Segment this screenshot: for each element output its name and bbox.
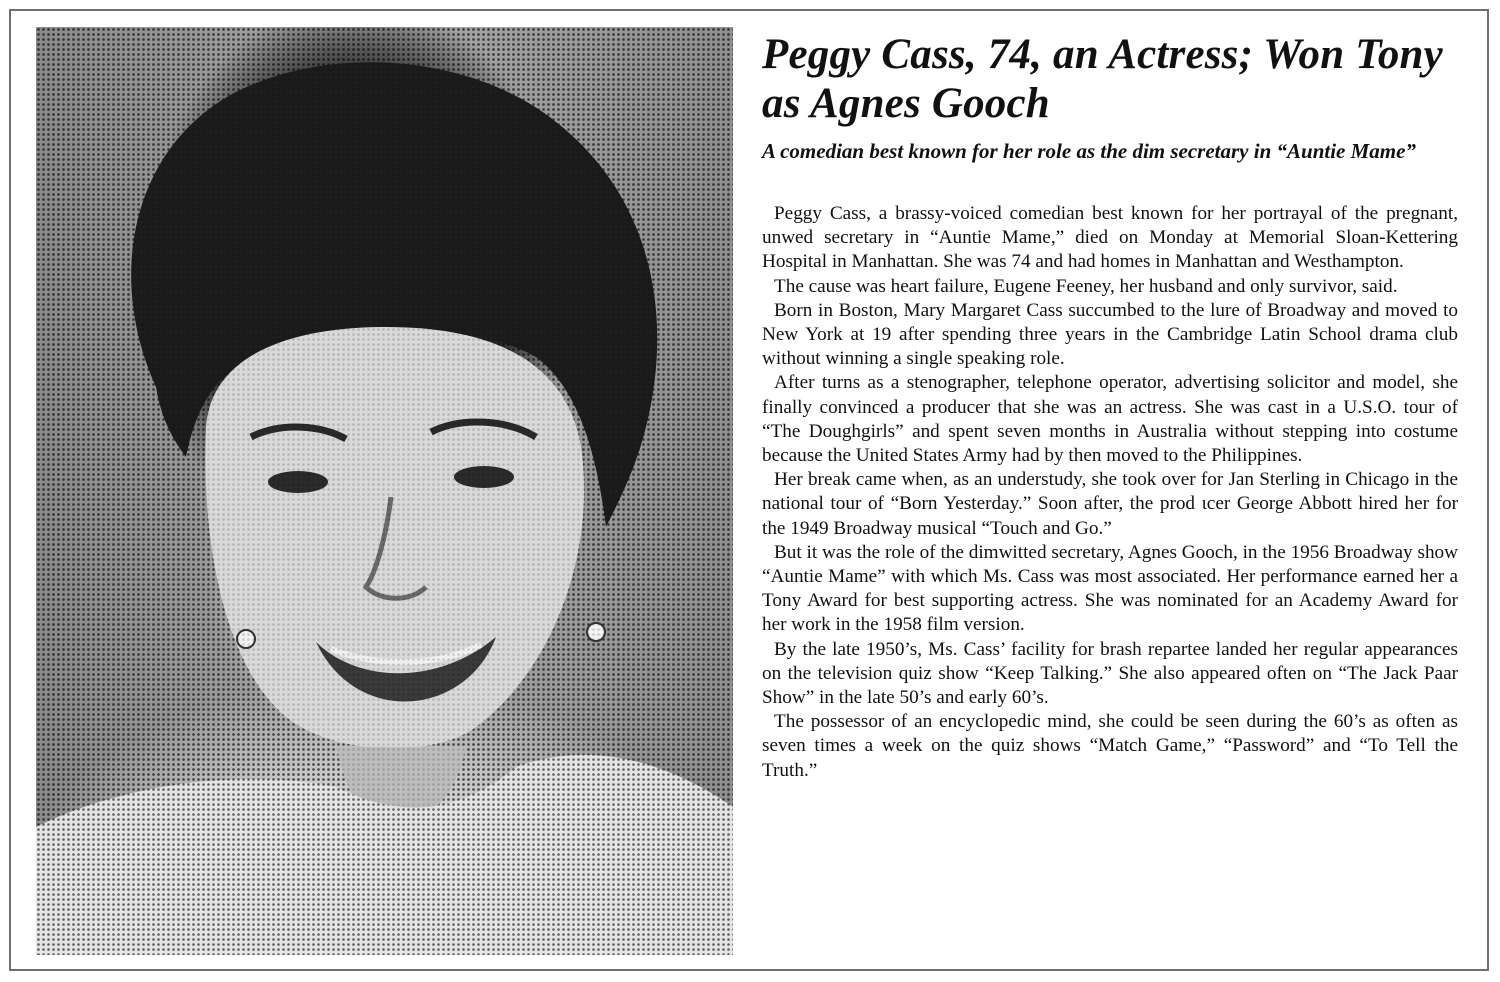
paragraph: But it was the role of the dimwitted secretary, Agnes Gooch, in the 1956 Broadway show “Auntie Mame” with which Ms. Cass was most associated. Her performance earned her a Tony Award for best supporting actress. She was nominated for an Academy Award for her work in the 1958 film version. xyxy=(762,541,1458,636)
portrait-photo xyxy=(36,27,733,955)
headline: Peggy Cass, 74, an Actress; Won Tony as Agnes Gooch xyxy=(762,31,1443,127)
subheadline: A comedian best known for her role as the dim secretary in “Auntie Mame” xyxy=(762,139,1416,163)
paragraph: The cause was heart failure, Eugene Feeney, her husband and only survivor, said. xyxy=(774,275,1398,297)
portrait-illustration xyxy=(36,27,733,955)
paragraph: By the late 1950’s, Ms. Cass’ facility for brash repartee landed her regular appearances on the television quiz show “Keep Talking.” She also appeared often on “The Jack Paar Show” in the late 50’s and early 60’s. xyxy=(762,638,1458,709)
paragraph: Peggy Cass, a brassy-voiced comedian best known for her portrayal of the pregnant, unwed secretary in “Auntie Mame,” died on Monday at Memorial Sloan-Kettering Hospital in Manhattan. She was 74 and had homes in Manhattan and Westhampton. xyxy=(762,203,1458,273)
paragraph: After turns as a stenographer, telephone operator, advertising solicitor and model, she finally convinced a producer that she was an actress. She was cast in a U.S.O. tour of “The Doughgirls” and spent seven months in Australia without stepping into costume because the United States Army had by then moved to the Philippines. xyxy=(762,372,1458,467)
article xyxy=(762,30,1458,783)
paragraph: Born in Boston, Mary Margaret Cass succumbed to the lure of Broadway and moved to New York at 19 after spending three years in the Cambridge Latin School drama club without winning a single speaking role. xyxy=(762,299,1458,370)
paragraph: Her break came when, as an understudy, she took over for Jan Sterling in Chicago in the national tour of “Born Yesterday.” Soon after, the prod ιcer George Abbott hired her for the 1949 Broadway musical “Touch and Go.” xyxy=(762,469,1458,539)
article-body xyxy=(762,202,1458,783)
paragraph: The possessor of an encyclopedic mind, she could be seen during the 60’s as often as seven times a week on the quiz shows “Match Game,” “Password” and “To Tell the Truth.” xyxy=(762,711,1458,781)
